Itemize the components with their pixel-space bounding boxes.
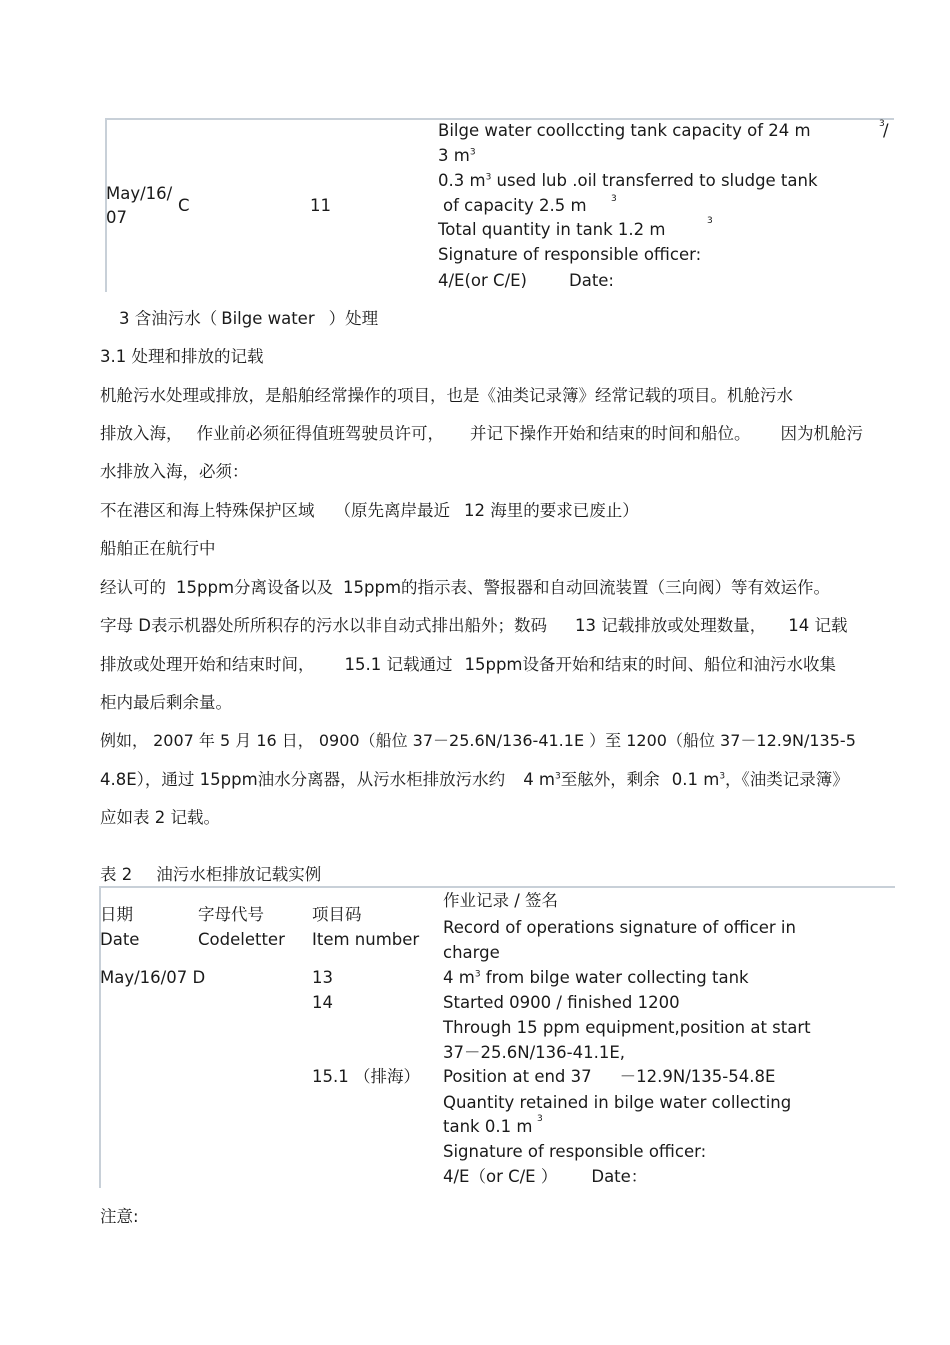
text-run: 15.1 记载通过: [344, 655, 453, 674]
record-text: Date：: [591, 1167, 648, 1186]
text-run: 作业前必须征得值班驾驶员许可，: [196, 424, 444, 443]
text-sup: 3: [719, 771, 726, 782]
condition-1: [100, 501, 639, 521]
record-line2: Started 0900 / finished 1200: [443, 993, 680, 1012]
item-14: 14: [312, 993, 333, 1012]
table2-caption: [100, 865, 321, 885]
section-heading: [119, 309, 378, 329]
paragraph3-line2: [100, 770, 849, 790]
paragraph3-line1: 例如， 2007 年 5 月 16 日， 0900（船位 37－25.6N/136-41.1E ）至 1200（船位 37－12.9N/135-5: [100, 731, 856, 750]
table1-record-line2: [438, 146, 476, 166]
text-run: 15ppm的指示表、警报器和自动回流装置（三向阀）等有效运作。: [343, 578, 831, 597]
table1-item: 11: [310, 196, 331, 215]
table2-top-rule: [100, 886, 895, 888]
paragraph3-line3: 应如表 2 记载。: [100, 808, 220, 827]
paragraph1-line2: [100, 424, 863, 444]
text-run: 经认可的: [100, 578, 166, 597]
text-run: 0.1 m: [671, 770, 720, 789]
note-label: 注意:: [100, 1207, 139, 1226]
table1-record-line6: Signature of responsible officer:: [438, 245, 702, 264]
record-text: Bilge water coollccting tank capacity of 24 m: [438, 121, 811, 140]
condition-3: [100, 578, 830, 598]
text-run: 因为机舱污: [780, 424, 863, 443]
record-text: Total quantity in tank 1.2 m: [438, 220, 666, 239]
table1-left-rule: [105, 118, 107, 292]
table1-record-line3: [438, 171, 818, 191]
text-run: 排放入海，: [100, 424, 183, 443]
text-run: 至舷外，剩余: [560, 770, 660, 789]
header-item-en: Item number: [312, 930, 420, 949]
heading-no: 3 含油污水（: [119, 309, 218, 328]
record-text: 0.3 m: [438, 171, 486, 190]
record-text: 4/E（or C/E ）: [443, 1167, 558, 1186]
text-run: 4 m: [523, 770, 556, 789]
item-15-1: 15.1 （排海）: [312, 1067, 420, 1086]
text-run: 13 记载排放或处理数量，: [574, 616, 767, 635]
table1-record-line4: [443, 196, 587, 216]
text-run: 字母 D表示机器处所所积存的污水以非自动式排出船外；数码: [100, 616, 547, 635]
table1-top-rule: [106, 118, 894, 120]
record-sup: 3: [474, 969, 481, 980]
table1-record-line1-slash: /: [883, 121, 889, 140]
record-text: of capacity 2.5 m: [443, 196, 587, 215]
sub-heading: 3.1 处理和排放的记载: [100, 347, 264, 366]
caption-text: 油污水柜排放记载实例: [156, 865, 322, 884]
text-run: 并记下操作开始和结束的时间和船位。: [470, 424, 751, 443]
record-line4: 37－25.6N/136-41.1E,: [443, 1043, 625, 1062]
header-code-cn: 字母代号: [198, 905, 264, 924]
text-run: （原先离岸最近: [334, 501, 450, 520]
record-line7-sup: 3: [537, 1114, 543, 1124]
table1-date-line1: May/16/: [106, 184, 173, 203]
text-run: 排放或处理开始和结束时间，: [100, 655, 315, 674]
table1-record-line4-sup: 3: [611, 194, 617, 204]
header-record-cn: 作业记录 / 签名: [443, 891, 559, 910]
record-text: －12.9N/135-54.8E: [619, 1067, 776, 1086]
record-text: 4 m: [443, 968, 475, 987]
paragraph2-line1: [100, 616, 847, 636]
table1-code: C: [178, 196, 190, 215]
header-record-en2: charge: [443, 943, 500, 962]
text-run: 不在港区和海上特殊保护区域: [100, 501, 315, 520]
table1-record-line7: 4/E(or C/E): [438, 271, 527, 290]
caption-no: 表 2: [100, 865, 133, 884]
record-sup: 3: [485, 172, 492, 183]
text-run: 15ppm分离设备以及: [176, 578, 334, 597]
record-line1: [443, 968, 749, 988]
table1-record-line5-sup: 3: [707, 216, 713, 226]
text-run: 4.8E），通过 15ppm油水分离器，从污水柜排放污水约: [100, 770, 506, 789]
record-text: used lub .oil transferred to sludge tank: [491, 171, 818, 190]
record-line8: Signature of responsible officer:: [443, 1142, 707, 1161]
text-run: 15ppm设备开始和结束的时间、船位和油污水收集: [464, 655, 837, 674]
record-sup: 3: [469, 147, 476, 158]
header-code-en: Codeletter: [198, 930, 285, 949]
text-run: 12 海里的要求已废止）: [464, 501, 639, 520]
header-date-cn: 日期: [100, 905, 133, 924]
record-line7: tank 0.1 m: [443, 1117, 533, 1136]
table1-record-date: Date:: [569, 271, 614, 290]
heading-end: ）处理: [328, 309, 379, 328]
header-item-cn: 项目码: [312, 905, 362, 924]
heading-en: Bilge water: [221, 309, 315, 328]
item-13: 13: [312, 968, 333, 987]
text-run: 14 记载: [788, 616, 848, 635]
paragraph2-line3: 柜内最后剩余量。: [100, 693, 232, 712]
record-line3: Through 15 ppm equipment,position at start: [443, 1018, 811, 1037]
table1-record-line1: [438, 121, 811, 141]
paragraph1-line1: 机舱污水处理或排放，是船舶经常操作的项目，也是《油类记录簿》经常记载的项目。机舱污水: [100, 386, 793, 405]
paragraph2-line2: [100, 655, 836, 675]
text-run: ，《油类记录簿》: [725, 770, 849, 789]
paragraph1-line3: 水排放入海，必须：: [100, 462, 249, 481]
header-date-en: Date: [100, 930, 140, 949]
row-date-code: May/16/07 D: [100, 968, 206, 987]
record-text: 3 m: [438, 146, 470, 165]
record-line9: [443, 1167, 647, 1187]
record-line5: [443, 1067, 775, 1087]
record-text: from bilge water collecting tank: [480, 968, 749, 987]
condition-2: 船舶正在航行中: [100, 539, 216, 558]
table1-record-line5: [438, 220, 666, 240]
table1-date-line2: 07: [106, 208, 127, 227]
header-record-en1: Record of operations signature of officer in: [443, 918, 796, 937]
text-sup: 3: [555, 771, 561, 782]
record-text: Position at end 37: [443, 1067, 592, 1086]
record-line6: Quantity retained in bilge water collecting: [443, 1093, 792, 1112]
table1-record-line1-sup: 3: [879, 119, 885, 129]
